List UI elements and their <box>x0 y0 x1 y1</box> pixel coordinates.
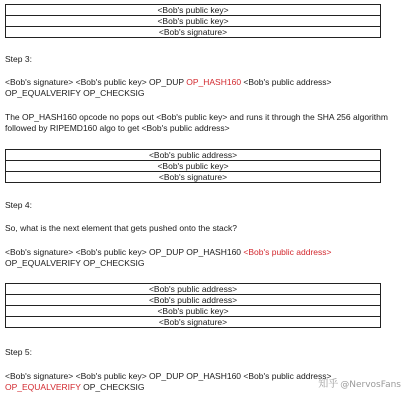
highlighted-address: <Bob's public address> <box>243 247 332 257</box>
stack-cell: <Bob's public address> <box>6 150 381 161</box>
stack-row <box>6 284 381 295</box>
script-text: <Bob's signature> <Bob's public key> OP_DUP <box>5 77 187 87</box>
stack-cell: <Bob's public address> <box>6 295 381 306</box>
stack-cell: <Bob's signature> <box>6 317 381 328</box>
step-4-script <box>5 247 403 269</box>
stack-cell: <Bob's public address> <box>6 284 381 295</box>
step-3-heading: Step 3: <box>5 54 32 64</box>
stack-table-2 <box>5 149 381 183</box>
script-text: OP_EQUALVERIFY OP_CHECKSIG <box>5 88 145 98</box>
script-text: OP_EQUALVERIFY OP_CHECKSIG <box>5 258 145 268</box>
stack-cell: <Bob's signature> <box>6 172 381 183</box>
step-3-explanation: The OP_HASH160 opcode no pops out <Bob's public key> and runs it through the SHA 256 algorithm followed by RIPEMD160 algo to get <Bob's public address> <box>5 112 388 133</box>
stack-row <box>6 5 381 16</box>
stack-cell: <Bob's signature> <box>6 27 381 38</box>
stack-row <box>6 317 381 328</box>
watermark-text: @NervosFans <box>340 380 401 390</box>
stack-table-1 <box>5 4 381 38</box>
stack-row <box>6 161 381 172</box>
step-4-question: So, what is the next element that gets pushed onto the stack? <box>5 223 238 233</box>
step-3-script <box>5 77 403 99</box>
stack-row <box>6 16 381 27</box>
stack-cell: <Bob's public key> <box>6 306 381 317</box>
script-text: OP_CHECKSIG <box>80 382 145 392</box>
stack-row <box>6 295 381 306</box>
step-5-heading: Step 5: <box>5 347 32 357</box>
highlighted-opcode: OP_EQUALVERIFY <box>5 382 81 392</box>
zhihu-watermark <box>318 379 401 391</box>
stack-row <box>6 172 381 183</box>
stack-table-3 <box>5 283 381 328</box>
stack-row <box>6 306 381 317</box>
stack-cell: <Bob's public key> <box>6 161 381 172</box>
script-text: <Bob's signature> <Bob's public key> OP_DUP OP_HASH160 <Bob's public address> <box>5 371 332 381</box>
stack-cell: <Bob's public key> <box>6 16 381 27</box>
stack-row <box>6 150 381 161</box>
highlighted-opcode: OP_HASH160 <box>186 77 242 87</box>
step-4-heading: Step 4: <box>5 200 32 210</box>
stack-row <box>6 27 381 38</box>
stack-cell: <Bob's public key> <box>6 5 381 16</box>
script-text: <Bob's public address> <box>241 77 332 87</box>
script-text: <Bob's signature> <Bob's public key> OP_DUP OP_HASH160 <box>5 247 244 257</box>
zhihu-logo-icon: 知乎 <box>318 379 339 390</box>
